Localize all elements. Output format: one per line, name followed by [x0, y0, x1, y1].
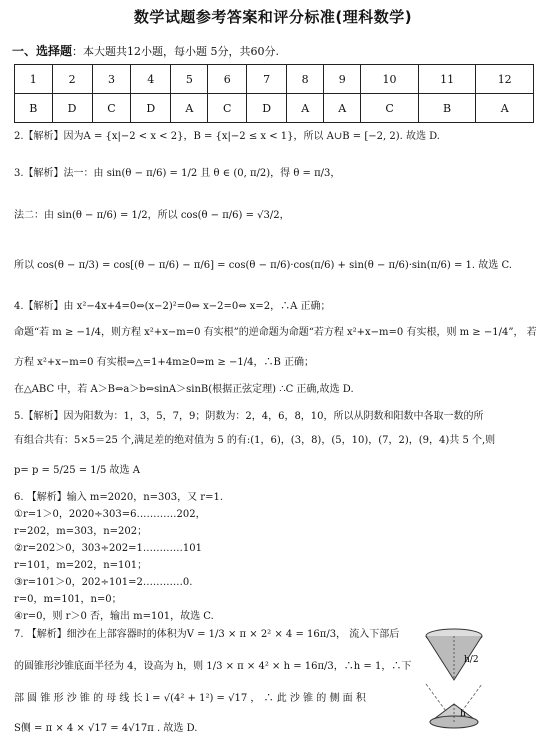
answer-letter: C [361, 94, 419, 123]
solution-q6-line: r=0，m=101，n=0； [14, 594, 122, 605]
question-number: 3 [92, 65, 131, 94]
question-number: 6 [208, 65, 247, 94]
question-number: 2 [52, 65, 92, 94]
answer-letter: A [476, 94, 534, 123]
answer-letter: A [287, 94, 324, 123]
solution-q4-line4: 在△ABC 中，若 A＞B⇔a＞b⇔sinA＞sinB(根据正弦定理) ∴C 正确,故选 D. [14, 384, 354, 395]
section-label: 一、选择题 [12, 44, 73, 58]
solution-q3-result: 所以 cos(θ − π/3) = cos[(θ − π/6) − π/6] = cos(θ − π/6)·cos(π/6) + sin(θ − π/6)·sin(π/6) = 1. 故选 C. [14, 260, 512, 271]
question-number: 9 [324, 65, 361, 94]
solution-q6-line: ③r=101＞0，202÷101=2…………0. [14, 577, 193, 588]
solution-q2: 2.【解析】因为A = {x|−2 < x < 2}，B = {x|−2 ≤ x < 1}，所以 A∪B = [−2, 2). 故选 D. [14, 131, 440, 142]
answer-letter-row [15, 94, 534, 123]
label-height: h [460, 709, 466, 719]
section-note: ：本大题共12小题，每小题 5分，共60分. [72, 45, 280, 58]
solution-q5-line3: p= p = 5/25 = 1/5 故选 A [14, 465, 140, 476]
solution-q7-line4: S侧 = π × 4 × √17 = 4√17π . 故选 D. [14, 723, 198, 734]
section-heading [12, 42, 279, 59]
solution-q6-line: ①r=1＞0，2020÷303=6…………202， [14, 509, 206, 520]
solution-q6-line: r=101，m=202，n=101； [14, 560, 148, 571]
solution-q5-line1: 5.【解析】因为阳数为：1，3，5，7，9；阴数为：2，4，6，8，10，所以从阴数和阳数中各取一数的所 [14, 411, 484, 422]
question-number: 7 [247, 65, 287, 94]
answer-letter: B [15, 94, 53, 123]
solution-q4-line1: 4.【解析】由 x²−4x+4=0⇔(x−2)²=0⇔ x−2=0⇔ x=2，∴A 正确； [14, 301, 331, 312]
solution-q6-line: ②r=202＞0，303÷202=1…………101 [14, 543, 202, 554]
answer-letter: A [324, 94, 361, 123]
hourglass-cone-figure [414, 622, 540, 742]
answer-letter: D [52, 94, 92, 123]
solution-q4-line3: 方程 x²+x−m=0 有实根⇒△=1+4m≥0⇒m ≥ −1/4，∴B 正确； [14, 357, 314, 368]
answer-letter: C [92, 94, 131, 123]
answer-letter: B [418, 94, 476, 123]
question-number: 11 [418, 65, 476, 94]
question-number: 5 [171, 65, 208, 94]
question-number: 4 [131, 65, 171, 94]
question-number: 10 [361, 65, 419, 94]
question-number: 8 [287, 65, 324, 94]
answer-letter: C [208, 94, 247, 123]
solution-q7-line1: 7. 【解析】细沙在上部容器时的体积为V = 1/3 × π × 2² × 4 = 16π/3， 流入下部后 [14, 629, 400, 640]
solution-q6-line: ④r=0，则 r＞0 否，输出 m=101，故选 C. [14, 611, 214, 622]
answer-table [14, 64, 534, 123]
label-half-height: h/2 [464, 655, 479, 665]
solution-q4-line2: 命题“若 m ≥ −1/4，则方程 x²+x−m=0 有实根”的逆命题为命题“若方程 x²+x−m=0 有实根，则 m ≥ −1/4”， 若 [14, 327, 537, 338]
answer-letter: D [247, 94, 287, 123]
question-number: 12 [476, 65, 534, 94]
answer-letter: D [131, 94, 171, 123]
page-title: 数学试题参考答案和评分标准(理科数学) [133, 8, 413, 26]
solution-q7-line2: 的圆锥形沙锥底面半径为 4，设高为 h，则 1/3 × π × 4² × h = 16π/3，∴h = 1，∴下 [14, 661, 412, 672]
answer-number-row [15, 65, 534, 94]
solution-q3-method2: 法二：由 sin(θ − π/6) = 1/2，所以 cos(θ − π/6) = √3/2， [14, 210, 290, 221]
solution-q3-method1: 3.【解析】法一：由 sin(θ − π/6) = 1/2 且 θ ∈ (0, π/2)，得 θ = π/3， [14, 168, 341, 179]
question-number: 1 [15, 65, 53, 94]
solution-q6-line: 6. 【解析】输入 m=2020，n=303，又 r=1. [14, 492, 223, 503]
answer-letter: A [171, 94, 208, 123]
solution-q6-line: r=202，m=303，n=202； [14, 526, 148, 537]
solution-q5-line2: 有组合共有：5×5＝25 个,满足差的绝对值为 5 的有:(1，6)，(3，8)，(5，10)，(7，2)，(9，4)共 5 个,则 [14, 435, 496, 446]
solution-q7-line3: 部 圆 锥 形 沙 锥 的 母 线 长 l = √(4² + 1²) = √17 ， ∴ 此 沙 锥 的 侧 面 积 [14, 693, 366, 704]
